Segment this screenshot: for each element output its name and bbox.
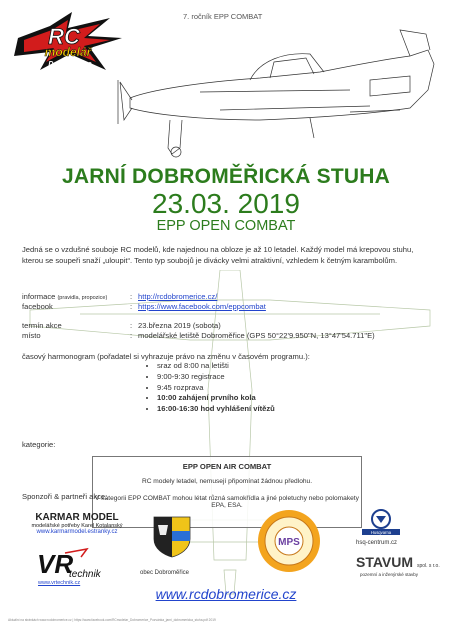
hsq-label: hsq-centrum.cz	[356, 540, 398, 546]
obec-label: obec Dobroměřice	[140, 570, 190, 576]
stavum-sub: pozemní a inženýrské stavby	[360, 572, 419, 577]
colon: :	[130, 331, 133, 340]
term-value: 23.března 2019 (sobota)	[138, 321, 221, 330]
coat-of-arms-icon	[150, 515, 194, 559]
website-link[interactable]: http://rcdobromerice.cz/	[138, 292, 218, 301]
colon: :	[130, 292, 133, 301]
svg-text:MPS: MPS	[278, 537, 300, 548]
schedule-item: • 10:00 zahájení prvního kola	[157, 393, 275, 404]
event-date: 23.03. 2019	[152, 188, 300, 219]
category-title: EPP OPEN AIR COMBAT	[182, 462, 272, 471]
edition-label: 7. ročník EPP COMBAT	[183, 12, 263, 21]
facebook-link[interactable]: https://www.facebook.com/eppcombat	[138, 302, 266, 311]
husqvarna-logo	[360, 508, 402, 536]
svg-text:RC: RC	[48, 24, 80, 49]
place-label: místo	[22, 331, 41, 340]
category-line: RC modely letadel, nemusejí připomínat žádnou předlohu.	[141, 478, 313, 485]
footer-fineprint: Aktuální na stránkách www.rcdobromerice.cz | https://www.facebook.com/RCmodelar_Dobromerice_Pozvánka_jarni_dobromericka_stuha.pdf 2019	[8, 618, 216, 622]
karmar-sub: modelářské potřeby Karel Kotalanský	[31, 523, 123, 529]
category-line: V kategorii EPP COMBAT mohou létat různá samokřídla a jiné poletuchy nebo polomakety EPA, ESA.	[95, 495, 359, 509]
karmar-link[interactable]: www.karmarmodel.estranky.cz	[36, 529, 118, 535]
colon: :	[130, 321, 133, 330]
event-subtitle: EPP OPEN COMBAT	[156, 218, 296, 234]
karmar-logo	[22, 512, 132, 535]
info-label: informace	[22, 292, 56, 301]
schedule-item: • 9:45 rozprava	[157, 383, 275, 394]
schedule-item: • sraz od 8:00 na letišti	[157, 361, 275, 372]
place-value: modelářské letiště Dobroměřice (GPS 50°22'9.950"N, 13°47'54.711"E)	[138, 331, 375, 340]
schedule-title: časový harmonogram (pořadatel si vyhrazuje právo na změnu v časovém programu.):	[22, 352, 310, 361]
vr-technik-logo	[35, 545, 115, 583]
place-row	[22, 331, 442, 340]
sponsors-label: Sponzoři & partneři akce:	[22, 492, 108, 501]
facebook-row	[22, 302, 442, 311]
mps-badge-logo	[256, 508, 322, 574]
svg-text:Husqvarna: Husqvarna	[370, 530, 392, 535]
stavum-logo	[356, 554, 440, 570]
stavum-suffix: spol. s r.o.	[416, 563, 440, 569]
aircraft-illustration	[110, 20, 440, 160]
karmar-name: KARMAR MODEL	[35, 512, 119, 523]
svg-text:modelář: modelář	[44, 45, 92, 59]
info-note: (pravidla, propozice)	[57, 295, 108, 301]
schedule-list	[145, 361, 275, 415]
svg-text:Dobroměřice: Dobroměřice	[48, 61, 92, 68]
footer-website-link[interactable]: www.rcdobromerice.cz	[155, 586, 297, 602]
term-label: termín akce	[22, 321, 62, 330]
svg-text:VR: VR	[37, 549, 74, 579]
schedule-item: • 9:00-9:30 registrace	[157, 372, 275, 383]
event-title: JARNÍ DOBROMĚŘICKÁ STUHA	[62, 165, 390, 188]
schedule-item: • 16:00-16:30 hod vyhlášení vítězů	[157, 404, 275, 415]
stavum-name: STAVUM	[356, 554, 414, 570]
facebook-label: facebook	[22, 302, 53, 311]
info-row	[22, 292, 442, 301]
vr-technik-link[interactable]: www.vrtechnik.cz	[38, 580, 81, 586]
svg-text:technik: technik	[69, 569, 101, 580]
categories-label: kategorie:	[22, 440, 56, 449]
intro-paragraph: Jedná se o vzdušné souboje RC modelů, kde najednou na obloze je až 10 letadel. Každý model má krepovou stuhu, kterou se soupeři snaží „uloupit“. Tento typ soubojů je divácky velmi atraktivní, vzhledem k četným karambolům.	[22, 245, 414, 265]
colon: :	[130, 302, 133, 311]
term-row	[22, 321, 442, 330]
